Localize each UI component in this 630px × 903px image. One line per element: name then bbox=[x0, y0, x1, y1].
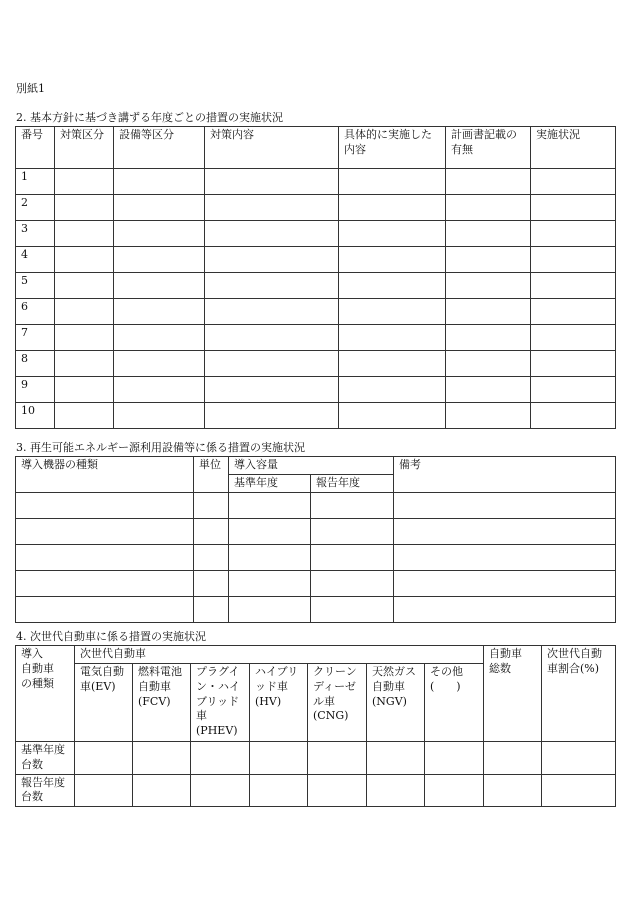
cell-status[interactable] bbox=[531, 351, 616, 377]
cell-plan-listed[interactable] bbox=[446, 377, 531, 403]
cell-measure-category[interactable] bbox=[55, 377, 114, 403]
cell-measure-content[interactable] bbox=[205, 377, 339, 403]
cell-ev[interactable] bbox=[75, 741, 133, 774]
cell-equipment-category[interactable] bbox=[114, 325, 205, 351]
header-fcv: 燃料電池 自動車 (FCV) bbox=[133, 663, 191, 741]
cell-unit[interactable] bbox=[194, 570, 229, 596]
cell-measure-content[interactable] bbox=[205, 403, 339, 429]
cell-measure-content[interactable] bbox=[205, 221, 339, 247]
cell-hv[interactable] bbox=[250, 774, 308, 807]
cell-other[interactable] bbox=[425, 774, 484, 807]
cell-equipment-type[interactable] bbox=[16, 492, 194, 518]
cell-status[interactable] bbox=[531, 247, 616, 273]
cell-base-year[interactable] bbox=[229, 492, 311, 518]
section4-heading: 4. 次世代自動車に係る措置の実施状況 bbox=[16, 630, 206, 643]
cell-ngv[interactable] bbox=[367, 774, 425, 807]
cell-measure-category[interactable] bbox=[55, 169, 114, 195]
row-number: 9 bbox=[16, 377, 55, 403]
cell-equipment-type[interactable] bbox=[16, 518, 194, 544]
cell-phev[interactable] bbox=[191, 741, 250, 774]
cell-equipment-category[interactable] bbox=[114, 299, 205, 325]
row-base-year-count: 基準年度 台数 bbox=[16, 741, 75, 774]
table-row bbox=[16, 325, 616, 351]
cell-fcv[interactable] bbox=[133, 741, 191, 774]
table-row bbox=[16, 169, 616, 195]
cell-unit[interactable] bbox=[194, 518, 229, 544]
cell-unit[interactable] bbox=[194, 596, 229, 622]
cell-ev[interactable] bbox=[75, 774, 133, 807]
header-measure-category: 対策区分 bbox=[55, 127, 114, 169]
cell-equipment-category[interactable] bbox=[114, 377, 205, 403]
cell-unit[interactable] bbox=[194, 492, 229, 518]
cell-status[interactable] bbox=[531, 299, 616, 325]
row-number: 4 bbox=[16, 247, 55, 273]
cell-phev[interactable] bbox=[191, 774, 250, 807]
cell-measure-content[interactable] bbox=[205, 351, 339, 377]
header-remarks: 備考 bbox=[394, 457, 616, 493]
cell-base-year[interactable] bbox=[229, 518, 311, 544]
cell-status[interactable] bbox=[531, 325, 616, 351]
header-implemented-content: 具体的に実施した内容 bbox=[339, 127, 446, 169]
cell-report-year[interactable] bbox=[311, 570, 394, 596]
cell-measure-content[interactable] bbox=[205, 299, 339, 325]
cell-plan-listed[interactable] bbox=[446, 169, 531, 195]
cell-measure-category[interactable] bbox=[55, 247, 114, 273]
header-next-gen-vehicles: 次世代自動車 bbox=[75, 646, 484, 664]
cell-clean-diesel[interactable] bbox=[308, 741, 367, 774]
cell-measure-content[interactable] bbox=[205, 325, 339, 351]
cell-measure-category[interactable] bbox=[55, 351, 114, 377]
table-row bbox=[16, 544, 616, 570]
table-row bbox=[16, 247, 616, 273]
cell-implemented-content[interactable] bbox=[339, 221, 446, 247]
cell-remarks[interactable] bbox=[394, 492, 616, 518]
cell-ngv[interactable] bbox=[367, 741, 425, 774]
row-number: 8 bbox=[16, 351, 55, 377]
table-row bbox=[16, 403, 616, 429]
section2-heading: 2. 基本方針に基づき講ずる年度ごとの措置の実施状況 bbox=[16, 111, 283, 124]
cell-measure-category[interactable] bbox=[55, 221, 114, 247]
cell-measure-content[interactable] bbox=[205, 169, 339, 195]
header-clean-diesel: クリーン ディーゼ ル車 (CNG) bbox=[308, 663, 367, 741]
header-report-year: 報告年度 bbox=[311, 474, 394, 492]
cell-remarks[interactable] bbox=[394, 544, 616, 570]
header-status: 実施状況 bbox=[531, 127, 616, 169]
cell-status[interactable] bbox=[531, 169, 616, 195]
header-phev: プラグイ ン・ハイ ブリッド 車 (PHEV) bbox=[191, 663, 250, 741]
table-row bbox=[16, 273, 616, 299]
cell-implemented-content[interactable] bbox=[339, 195, 446, 221]
cell-measure-content[interactable] bbox=[205, 247, 339, 273]
cell-equipment-category[interactable] bbox=[114, 273, 205, 299]
cell-measure-category[interactable] bbox=[55, 195, 114, 221]
renewable-table bbox=[15, 456, 616, 623]
table-row bbox=[16, 741, 616, 774]
cell-implemented-content[interactable] bbox=[339, 273, 446, 299]
row-number: 3 bbox=[16, 221, 55, 247]
cell-plan-listed[interactable] bbox=[446, 247, 531, 273]
cell-plan-listed[interactable] bbox=[446, 221, 531, 247]
row-number: 5 bbox=[16, 273, 55, 299]
header-number: 番号 bbox=[16, 127, 55, 169]
cell-remarks[interactable] bbox=[394, 518, 616, 544]
cell-implemented-content[interactable] bbox=[339, 299, 446, 325]
cell-status[interactable] bbox=[531, 273, 616, 299]
cell-plan-listed[interactable] bbox=[446, 351, 531, 377]
measures-header-row bbox=[16, 127, 616, 169]
header-other: その他 ( ) bbox=[425, 663, 484, 741]
cell-measure-content[interactable] bbox=[205, 195, 339, 221]
header-vehicle-type: 導入 自動車 の種類 bbox=[16, 646, 75, 742]
row-number: 2 bbox=[16, 195, 55, 221]
cell-plan-listed[interactable] bbox=[446, 273, 531, 299]
cell-implemented-content[interactable] bbox=[339, 169, 446, 195]
cell-measure-content[interactable] bbox=[205, 273, 339, 299]
cell-implemented-content[interactable] bbox=[339, 247, 446, 273]
cell-status[interactable] bbox=[531, 221, 616, 247]
table-row bbox=[16, 377, 616, 403]
cell-equipment-type[interactable] bbox=[16, 570, 194, 596]
cell-equipment-type[interactable] bbox=[16, 544, 194, 570]
table-row bbox=[16, 195, 616, 221]
row-number: 6 bbox=[16, 299, 55, 325]
header-hv: ハイブリ ッド車 (HV) bbox=[250, 663, 308, 741]
cell-base-year[interactable] bbox=[229, 570, 311, 596]
cell-report-year[interactable] bbox=[311, 596, 394, 622]
cell-report-year[interactable] bbox=[311, 544, 394, 570]
section3-heading: 3. 再生可能エネルギー源利用設備等に係る措置の実施状況 bbox=[16, 441, 305, 454]
cell-implemented-content[interactable] bbox=[339, 377, 446, 403]
cell-remarks[interactable] bbox=[394, 570, 616, 596]
cell-status[interactable] bbox=[531, 195, 616, 221]
table-row bbox=[16, 351, 616, 377]
header-measure-content: 対策内容 bbox=[205, 127, 339, 169]
cell-equipment-category[interactable] bbox=[114, 169, 205, 195]
row-number: 10 bbox=[16, 403, 55, 429]
header-equipment-type: 導入機器の種類 bbox=[16, 457, 194, 493]
cell-ratio[interactable] bbox=[542, 774, 616, 807]
cell-equipment-category[interactable] bbox=[114, 195, 205, 221]
table-row bbox=[16, 774, 616, 807]
cell-other[interactable] bbox=[425, 741, 484, 774]
header-equipment-category: 設備等区分 bbox=[114, 127, 205, 169]
cell-report-year[interactable] bbox=[311, 492, 394, 518]
header-total-vehicles: 自動車 総数 bbox=[484, 646, 542, 742]
cell-fcv[interactable] bbox=[133, 774, 191, 807]
table-row bbox=[16, 570, 616, 596]
cell-total[interactable] bbox=[484, 741, 542, 774]
next-gen-vehicle-table bbox=[15, 645, 616, 807]
cell-equipment-category[interactable] bbox=[114, 221, 205, 247]
table-row bbox=[16, 221, 616, 247]
cell-status[interactable] bbox=[531, 377, 616, 403]
cell-equipment-category[interactable] bbox=[114, 403, 205, 429]
header-capacity: 導入容量 bbox=[229, 457, 394, 475]
cell-implemented-content[interactable] bbox=[339, 403, 446, 429]
cell-hv[interactable] bbox=[250, 741, 308, 774]
cell-total[interactable] bbox=[484, 774, 542, 807]
cell-equipment-category[interactable] bbox=[114, 247, 205, 273]
table-row bbox=[16, 299, 616, 325]
cell-clean-diesel[interactable] bbox=[308, 774, 367, 807]
cell-equipment-type[interactable] bbox=[16, 596, 194, 622]
measures-table bbox=[15, 126, 616, 429]
cell-base-year[interactable] bbox=[229, 544, 311, 570]
header-plan-listed: 計画書記載の有無 bbox=[446, 127, 531, 169]
attachment-label: 別紙1 bbox=[16, 82, 45, 95]
cell-measure-category[interactable] bbox=[55, 403, 114, 429]
cell-measure-category[interactable] bbox=[55, 273, 114, 299]
table-row bbox=[16, 492, 616, 518]
header-base-year: 基準年度 bbox=[229, 474, 311, 492]
header-ev: 電気自動 車(EV) bbox=[75, 663, 133, 741]
cell-measure-category[interactable] bbox=[55, 299, 114, 325]
cell-plan-listed[interactable] bbox=[446, 299, 531, 325]
cell-ratio[interactable] bbox=[542, 741, 616, 774]
cell-implemented-content[interactable] bbox=[339, 325, 446, 351]
cell-unit[interactable] bbox=[194, 544, 229, 570]
cell-base-year[interactable] bbox=[229, 596, 311, 622]
cell-implemented-content[interactable] bbox=[339, 351, 446, 377]
cell-report-year[interactable] bbox=[311, 518, 394, 544]
header-unit: 単位 bbox=[194, 457, 229, 493]
cell-plan-listed[interactable] bbox=[446, 195, 531, 221]
cell-status[interactable] bbox=[531, 403, 616, 429]
row-report-year-count: 報告年度 台数 bbox=[16, 774, 75, 807]
cell-plan-listed[interactable] bbox=[446, 403, 531, 429]
header-next-gen-ratio: 次世代自動 車割合(%) bbox=[542, 646, 616, 742]
cell-equipment-category[interactable] bbox=[114, 351, 205, 377]
cell-plan-listed[interactable] bbox=[446, 325, 531, 351]
row-number: 7 bbox=[16, 325, 55, 351]
table-row bbox=[16, 518, 616, 544]
cell-measure-category[interactable] bbox=[55, 325, 114, 351]
cell-remarks[interactable] bbox=[394, 596, 616, 622]
header-ngv: 天然ガス 自動車 (NGV) bbox=[367, 663, 425, 741]
row-number: 1 bbox=[16, 169, 55, 195]
table-row bbox=[16, 596, 616, 622]
